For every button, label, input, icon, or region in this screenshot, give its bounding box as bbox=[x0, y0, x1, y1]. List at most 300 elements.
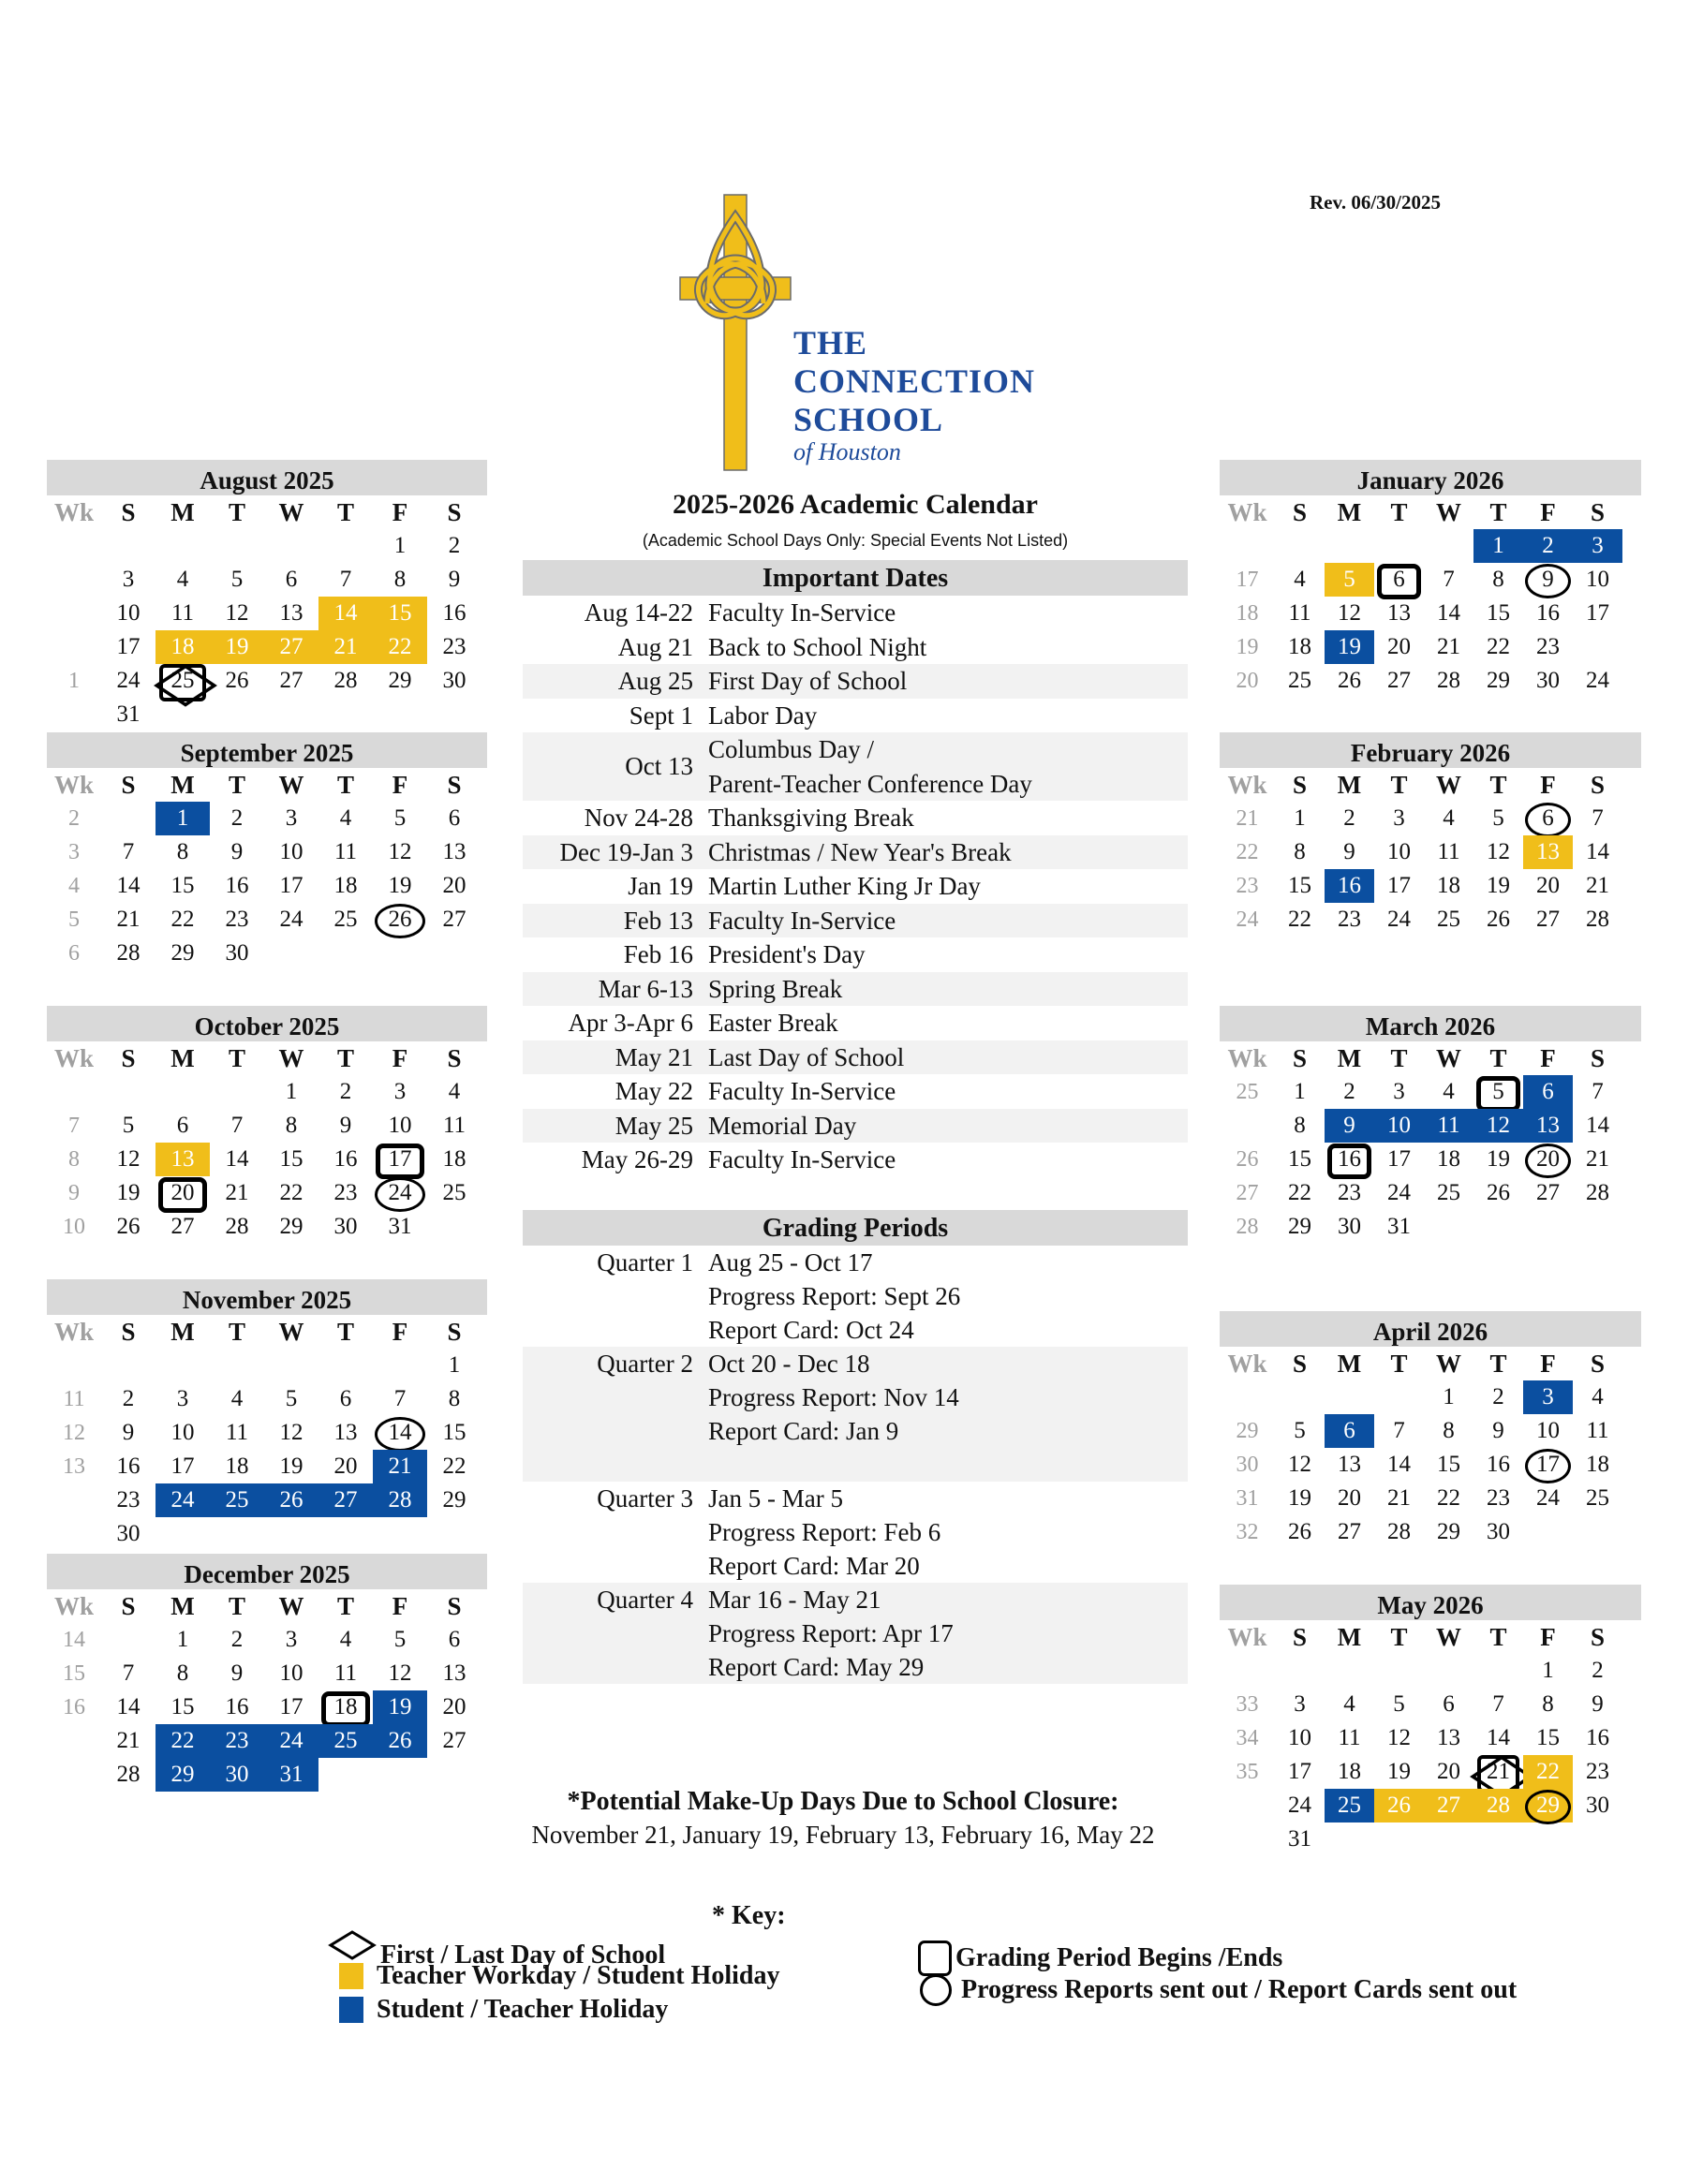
day-cell: 31 bbox=[388, 1214, 412, 1239]
key-progress-reports bbox=[920, 1974, 1517, 2006]
weekday-header: T bbox=[1390, 771, 1408, 799]
day-cell: 23 bbox=[1536, 634, 1560, 659]
day-cell: 22 bbox=[1437, 1485, 1460, 1511]
calendar-november-2025 bbox=[47, 1279, 487, 1551]
week-row bbox=[47, 1349, 487, 1382]
day-cell: 16 bbox=[1586, 1725, 1609, 1750]
day-cell: 20 bbox=[155, 1176, 210, 1210]
day-cell: 8 bbox=[1542, 1691, 1554, 1717]
day-cell: 5 bbox=[1325, 563, 1374, 597]
day-cell: 23 bbox=[1338, 907, 1361, 932]
day-cell: 27 bbox=[264, 630, 318, 664]
weekday-header: T bbox=[228, 1592, 245, 1620]
day-cell: 10 bbox=[279, 1660, 304, 1686]
day-cell: 19 bbox=[1288, 1485, 1311, 1511]
day-cell: 22 bbox=[279, 1180, 304, 1205]
weekday-header: S bbox=[1590, 771, 1606, 799]
day-cell bbox=[1374, 529, 1424, 563]
weekday-header: F bbox=[1540, 1623, 1556, 1651]
week-number bbox=[47, 1517, 101, 1551]
day-cell: 31 bbox=[264, 1758, 318, 1792]
calendar-february-2026 bbox=[1220, 732, 1641, 937]
day-cell bbox=[210, 698, 264, 731]
weekday-header: T bbox=[1489, 498, 1507, 526]
weekday-header: T bbox=[228, 1044, 245, 1072]
quarter-label: Quarter 3 bbox=[597, 1484, 693, 1513]
weekday-header: T bbox=[1489, 1044, 1507, 1072]
day-cell: 5 bbox=[1393, 1691, 1405, 1717]
day-cell: 28 bbox=[373, 1483, 427, 1517]
week-number-header: Wk bbox=[53, 1592, 95, 1620]
day-cell: 8 bbox=[393, 567, 407, 592]
day-cell: 25 bbox=[1288, 668, 1311, 693]
day-cell bbox=[1325, 529, 1374, 563]
day-cell bbox=[1523, 1210, 1573, 1244]
logo-line-the: THE bbox=[793, 324, 868, 362]
weekday-header: F bbox=[392, 771, 408, 799]
week-row bbox=[47, 1109, 487, 1143]
quarter-progress-report: Progress Report: Sept 26 bbox=[708, 1282, 961, 1310]
week-number bbox=[47, 597, 101, 630]
weekday-header: W bbox=[1436, 1623, 1461, 1651]
week-number: 24 bbox=[1236, 908, 1259, 932]
week-number bbox=[47, 630, 101, 664]
week-number: 1 bbox=[68, 669, 80, 693]
logo-line-connection: CONNECTION bbox=[793, 362, 1036, 400]
day-cell: 4 bbox=[1343, 1691, 1355, 1717]
weekday-header: T bbox=[1390, 498, 1408, 526]
day-cell: 23 bbox=[1338, 1180, 1361, 1205]
day-cell bbox=[210, 1517, 264, 1551]
day-cell bbox=[101, 529, 155, 563]
calendar-september-2025 bbox=[47, 732, 487, 970]
day-cell: 22 bbox=[1523, 1755, 1573, 1789]
day-cell: 7 bbox=[1443, 567, 1455, 592]
weekday-header-row bbox=[1220, 768, 1641, 802]
day-cell: 7 bbox=[393, 1386, 407, 1411]
day-cell: 22 bbox=[1288, 1180, 1311, 1205]
day-cell: 26 bbox=[1338, 668, 1361, 693]
day-cell: 13 bbox=[155, 1143, 210, 1176]
week-number: 6 bbox=[68, 941, 80, 966]
important-date: Oct 13 bbox=[625, 752, 693, 781]
day-cell: 16 bbox=[225, 1694, 249, 1719]
day-cell: 1 bbox=[1473, 529, 1523, 563]
quarter-progress-report: Progress Report: Feb 6 bbox=[708, 1518, 941, 1546]
day-cell: 24 bbox=[373, 1176, 427, 1210]
day-cell: 28 bbox=[1437, 668, 1460, 693]
day-cell bbox=[1573, 1210, 1622, 1244]
day-cell: 11 bbox=[1437, 839, 1460, 864]
day-cell: 28 bbox=[1586, 1180, 1609, 1205]
day-cell bbox=[1473, 1654, 1523, 1688]
event-label: Columbus Day / bbox=[708, 735, 875, 763]
day-cell bbox=[373, 1517, 427, 1551]
day-cell: 3 bbox=[393, 1079, 407, 1104]
day-cell: 14 bbox=[1387, 1452, 1411, 1477]
day-cell: 17 bbox=[1387, 873, 1411, 898]
day-cell: 14 bbox=[1586, 1113, 1609, 1138]
key-holiday bbox=[339, 1995, 668, 2025]
day-cell: 9 bbox=[1592, 1691, 1604, 1717]
day-cell: 14 bbox=[225, 1146, 249, 1172]
day-cell: 8 bbox=[176, 839, 189, 864]
week-row bbox=[1220, 1414, 1641, 1448]
day-cell bbox=[1374, 1822, 1424, 1856]
day-cell: 25 bbox=[333, 907, 358, 932]
day-cell: 29 bbox=[1288, 1214, 1311, 1239]
day-cell: 13 bbox=[1523, 835, 1573, 869]
important-date-row bbox=[523, 732, 1188, 801]
day-cell: 26 bbox=[373, 1724, 427, 1758]
day-cell: 30 bbox=[1536, 668, 1560, 693]
week-number bbox=[47, 698, 101, 731]
day-cell: 29 bbox=[155, 1758, 210, 1792]
week-row bbox=[47, 937, 487, 970]
weekday-header: S bbox=[1590, 498, 1606, 526]
weekday-header: T bbox=[336, 1318, 354, 1346]
important-event bbox=[708, 904, 1188, 938]
important-event bbox=[708, 732, 1188, 801]
day-cell: 22 bbox=[442, 1454, 466, 1479]
month-title: December 2025 bbox=[47, 1554, 487, 1589]
week-number: 29 bbox=[1236, 1419, 1259, 1443]
day-cell: 25 bbox=[442, 1180, 466, 1205]
day-cell: 19 bbox=[1487, 1146, 1510, 1172]
quarter-report-card: Report Card: May 29 bbox=[708, 1653, 925, 1681]
week-row bbox=[47, 1176, 487, 1210]
circle-icon bbox=[920, 1974, 952, 2006]
quarter-range: Mar 16 - May 21 bbox=[708, 1586, 881, 1614]
day-cell: 8 bbox=[448, 1386, 461, 1411]
day-cell: 3 bbox=[1393, 805, 1405, 831]
day-cell bbox=[1325, 1380, 1374, 1414]
key-teacher-workday-label: Teacher Workday / Student Holiday bbox=[377, 1961, 780, 1990]
calendar-august-2025 bbox=[47, 460, 487, 731]
day-cell: 25 bbox=[1437, 907, 1460, 932]
day-cell: 18 bbox=[1288, 634, 1311, 659]
week-number bbox=[1220, 1109, 1275, 1143]
day-cell: 20 bbox=[1387, 634, 1411, 659]
week-row bbox=[47, 835, 487, 869]
week-row bbox=[47, 1416, 487, 1450]
day-cell: 2 bbox=[230, 1627, 244, 1652]
key-title: * Key: bbox=[712, 1901, 786, 1930]
weekday-header: S bbox=[1590, 1623, 1606, 1651]
day-cell: 25 bbox=[1586, 1485, 1609, 1511]
day-cell bbox=[1523, 1515, 1573, 1549]
day-cell: 14 bbox=[1487, 1725, 1510, 1750]
week-number: 27 bbox=[1236, 1181, 1259, 1205]
day-cell: 3 bbox=[285, 1627, 298, 1652]
day-cell: 4 bbox=[1443, 1079, 1455, 1104]
weekday-header: S bbox=[121, 1592, 136, 1620]
weekday-header: F bbox=[1540, 1350, 1556, 1378]
week-number: 30 bbox=[1236, 1453, 1259, 1477]
day-cell: 14 bbox=[318, 597, 373, 630]
day-cell: 28 bbox=[116, 940, 141, 966]
quarter-report-card: Report Card: Jan 9 bbox=[708, 1417, 899, 1445]
day-cell: 13 bbox=[1523, 1109, 1573, 1143]
week-number: 14 bbox=[63, 1628, 85, 1652]
day-cell: 15 bbox=[1536, 1725, 1560, 1750]
day-cell bbox=[318, 1758, 373, 1792]
day-cell: 9 bbox=[1523, 563, 1573, 597]
week-row bbox=[1220, 903, 1641, 937]
important-date-row bbox=[523, 937, 1188, 972]
weekday-header: F bbox=[392, 1044, 408, 1072]
day-cell: 21 bbox=[225, 1180, 249, 1205]
revision-date: Rev. 06/30/2025 bbox=[1310, 191, 1441, 214]
day-cell: 4 bbox=[1294, 567, 1306, 592]
day-cell bbox=[155, 1517, 210, 1551]
event-label: Last Day of School bbox=[708, 1042, 905, 1071]
day-cell: 23 bbox=[333, 1180, 358, 1205]
weekday-header: T bbox=[1390, 1350, 1408, 1378]
weekday-header-row bbox=[1220, 1041, 1641, 1075]
important-dates-heading: Important Dates bbox=[523, 560, 1188, 596]
day-cell bbox=[373, 1349, 427, 1382]
important-date: Feb 16 bbox=[623, 940, 693, 968]
day-cell: 17 bbox=[1387, 1146, 1411, 1172]
grading-periods-list bbox=[523, 1246, 1188, 1684]
week-row bbox=[47, 563, 487, 597]
day-cell: 26 bbox=[1487, 1180, 1510, 1205]
day-cell: 24 bbox=[279, 907, 304, 932]
event-label-line2: Parent-Teacher Conference Day bbox=[708, 769, 1032, 798]
important-date-row bbox=[523, 972, 1188, 1007]
day-cell: 1 bbox=[393, 533, 407, 558]
day-cell: 9 bbox=[230, 1660, 244, 1686]
week-number-header: Wk bbox=[53, 1044, 95, 1072]
day-cell bbox=[101, 1075, 155, 1109]
day-cell: 10 bbox=[279, 839, 304, 864]
day-cell: 2 bbox=[1592, 1658, 1604, 1683]
day-cell: 19 bbox=[1387, 1759, 1411, 1784]
day-cell: 17 bbox=[1586, 600, 1609, 626]
day-cell: 27 bbox=[1536, 1180, 1560, 1205]
day-cell: 25 bbox=[210, 1483, 264, 1517]
event-label: Spring Break bbox=[708, 974, 843, 1003]
week-number-header: Wk bbox=[1227, 1044, 1267, 1072]
weekday-header: W bbox=[1436, 1350, 1461, 1378]
day-cell: 5 bbox=[1473, 1075, 1523, 1109]
week-number bbox=[47, 1349, 101, 1382]
day-cell: 5 bbox=[285, 1386, 298, 1411]
day-cell: 22 bbox=[1288, 907, 1311, 932]
day-cell: 17 bbox=[170, 1454, 195, 1479]
day-cell: 1 bbox=[155, 802, 210, 835]
day-cell: 12 bbox=[388, 1660, 412, 1686]
day-cell bbox=[1424, 529, 1473, 563]
week-row bbox=[1220, 1515, 1641, 1549]
day-cell: 12 bbox=[1487, 839, 1510, 864]
day-cell: 1 bbox=[1443, 1384, 1455, 1409]
day-cell: 24 bbox=[1387, 907, 1411, 932]
day-cell: 29 bbox=[170, 940, 195, 966]
day-cell: 13 bbox=[1437, 1725, 1460, 1750]
week-row bbox=[1220, 869, 1641, 903]
day-cell bbox=[373, 698, 427, 731]
day-cell: 27 bbox=[1338, 1519, 1361, 1544]
key-first-last-label: First / Last Day of School bbox=[380, 1941, 666, 1970]
day-cell: 27 bbox=[170, 1214, 195, 1239]
day-cell: 17 bbox=[373, 1143, 427, 1176]
day-cell: 8 bbox=[1443, 1418, 1455, 1443]
quarter-report-card: Report Card: Mar 20 bbox=[708, 1552, 920, 1580]
month-title: February 2026 bbox=[1220, 732, 1641, 768]
day-cell: 11 bbox=[1288, 600, 1311, 626]
day-cell: 2 bbox=[448, 533, 461, 558]
important-date-row bbox=[523, 1074, 1188, 1109]
day-cell: 27 bbox=[279, 668, 304, 693]
day-cell: 6 bbox=[1523, 1075, 1573, 1109]
week-number: 33 bbox=[1236, 1692, 1259, 1717]
important-date: Sept 1 bbox=[629, 701, 693, 730]
key-teacher-workday bbox=[339, 1961, 779, 1991]
day-cell: 17 bbox=[1288, 1759, 1311, 1784]
important-date-row bbox=[523, 664, 1188, 699]
day-cell: 26 bbox=[373, 903, 427, 937]
day-cell: 2 bbox=[122, 1386, 135, 1411]
day-cell: 2 bbox=[230, 805, 244, 831]
important-date-row bbox=[523, 1040, 1188, 1075]
day-cell: 16 bbox=[1325, 1143, 1374, 1176]
important-date: May 22 bbox=[614, 1077, 693, 1105]
week-row bbox=[1220, 1721, 1641, 1755]
important-date: Aug 14-22 bbox=[584, 598, 693, 627]
day-cell: 19 bbox=[1487, 873, 1510, 898]
day-cell bbox=[427, 937, 481, 970]
weekday-header: T bbox=[228, 498, 245, 526]
weekday-header: S bbox=[1292, 1623, 1308, 1651]
day-cell: 17 bbox=[279, 873, 304, 898]
day-cell: 16 bbox=[116, 1454, 141, 1479]
important-date-row bbox=[523, 869, 1188, 904]
day-cell: 27 bbox=[442, 1728, 466, 1753]
weekday-header: F bbox=[1540, 771, 1556, 799]
day-cell: 6 bbox=[339, 1386, 352, 1411]
day-cell: 10 bbox=[116, 600, 141, 626]
day-cell: 7 bbox=[339, 567, 352, 592]
event-label: Faculty In-Service bbox=[708, 598, 896, 627]
important-event bbox=[708, 1074, 1188, 1109]
day-cell: 16 bbox=[1487, 1452, 1510, 1477]
week-row bbox=[47, 664, 487, 698]
important-dates-list bbox=[523, 596, 1188, 1177]
weekday-header: S bbox=[1292, 1350, 1308, 1378]
week-row bbox=[47, 1517, 487, 1551]
important-date-row bbox=[523, 699, 1188, 733]
weekday-header: T bbox=[1390, 1623, 1408, 1651]
day-cell bbox=[101, 1349, 155, 1382]
event-label: Easter Break bbox=[708, 1009, 838, 1037]
weekday-header: S bbox=[121, 498, 136, 526]
day-cell: 23 bbox=[116, 1487, 141, 1513]
day-cell: 4 bbox=[1443, 805, 1455, 831]
day-cell bbox=[427, 698, 481, 731]
day-cell: 1 bbox=[176, 1627, 189, 1652]
day-cell: 9 bbox=[230, 839, 244, 864]
week-number: 8 bbox=[68, 1147, 80, 1172]
day-cell: 19 bbox=[210, 630, 264, 664]
day-cell: 7 bbox=[1592, 805, 1604, 831]
week-number: 18 bbox=[1236, 601, 1259, 626]
week-number: 17 bbox=[1236, 568, 1259, 592]
day-cell: 6 bbox=[1374, 563, 1424, 597]
day-cell: 24 bbox=[1387, 1180, 1411, 1205]
day-cell: 16 bbox=[333, 1146, 358, 1172]
day-cell: 30 bbox=[1338, 1214, 1361, 1239]
weekday-header: S bbox=[1292, 498, 1308, 526]
weekday-header: W bbox=[278, 498, 304, 526]
day-cell bbox=[1374, 1380, 1424, 1414]
weekday-header-row bbox=[1220, 1347, 1641, 1380]
makeup-days-dates: November 21, January 19, February 13, February 16, May 22 bbox=[531, 1821, 1155, 1849]
month-title: March 2026 bbox=[1220, 1006, 1641, 1041]
day-cell: 13 bbox=[1387, 600, 1411, 626]
day-cell: 12 bbox=[1387, 1725, 1411, 1750]
day-cell: 8 bbox=[1294, 839, 1306, 864]
weekday-header: W bbox=[1436, 771, 1461, 799]
day-cell: 27 bbox=[442, 907, 466, 932]
day-cell bbox=[1573, 1515, 1622, 1549]
day-cell: 11 bbox=[1424, 1109, 1473, 1143]
day-cell: 13 bbox=[333, 1420, 358, 1445]
grading-periods-section bbox=[523, 1210, 1188, 1684]
day-cell: 21 bbox=[116, 1728, 141, 1753]
day-cell: 7 bbox=[1492, 1691, 1504, 1717]
weekday-header: T bbox=[336, 498, 354, 526]
weekday-header: M bbox=[170, 498, 195, 526]
week-number bbox=[47, 1483, 101, 1517]
week-row bbox=[47, 1657, 487, 1690]
day-cell bbox=[264, 529, 318, 563]
day-cell: 29 bbox=[1523, 1789, 1573, 1822]
day-cell: 15 bbox=[1487, 600, 1510, 626]
day-cell bbox=[264, 937, 318, 970]
grading-quarter-row bbox=[523, 1583, 1188, 1684]
week-row bbox=[1220, 1755, 1641, 1789]
weekday-header-row bbox=[47, 1315, 487, 1349]
day-cell bbox=[373, 937, 427, 970]
day-cell: 21 bbox=[116, 907, 141, 932]
day-cell: 12 bbox=[1473, 1109, 1523, 1143]
day-cell: 6 bbox=[285, 567, 298, 592]
key-grading-period bbox=[918, 1941, 1282, 1976]
day-cell: 25 bbox=[318, 1724, 373, 1758]
logo-line-houston: of Houston bbox=[793, 438, 901, 465]
day-cell: 29 bbox=[442, 1487, 466, 1513]
day-cell: 17 bbox=[279, 1694, 304, 1719]
week-row bbox=[47, 802, 487, 835]
day-cell: 11 bbox=[225, 1420, 249, 1445]
day-cell bbox=[1424, 1210, 1473, 1244]
day-cell: 18 bbox=[442, 1146, 466, 1172]
week-row bbox=[47, 1690, 487, 1724]
week-row bbox=[1220, 802, 1641, 835]
event-label: Christmas / New Year's Break bbox=[708, 837, 1012, 866]
weekday-header: W bbox=[278, 771, 304, 799]
weekday-header: T bbox=[1489, 771, 1507, 799]
event-label: Faculty In-Service bbox=[708, 906, 896, 935]
week-number: 23 bbox=[1236, 874, 1259, 898]
day-cell: 6 bbox=[448, 805, 461, 831]
week-number: 16 bbox=[63, 1695, 85, 1719]
day-cell: 9 bbox=[122, 1420, 135, 1445]
important-date: Apr 3-Apr 6 bbox=[568, 1009, 693, 1037]
day-cell: 12 bbox=[225, 600, 249, 626]
